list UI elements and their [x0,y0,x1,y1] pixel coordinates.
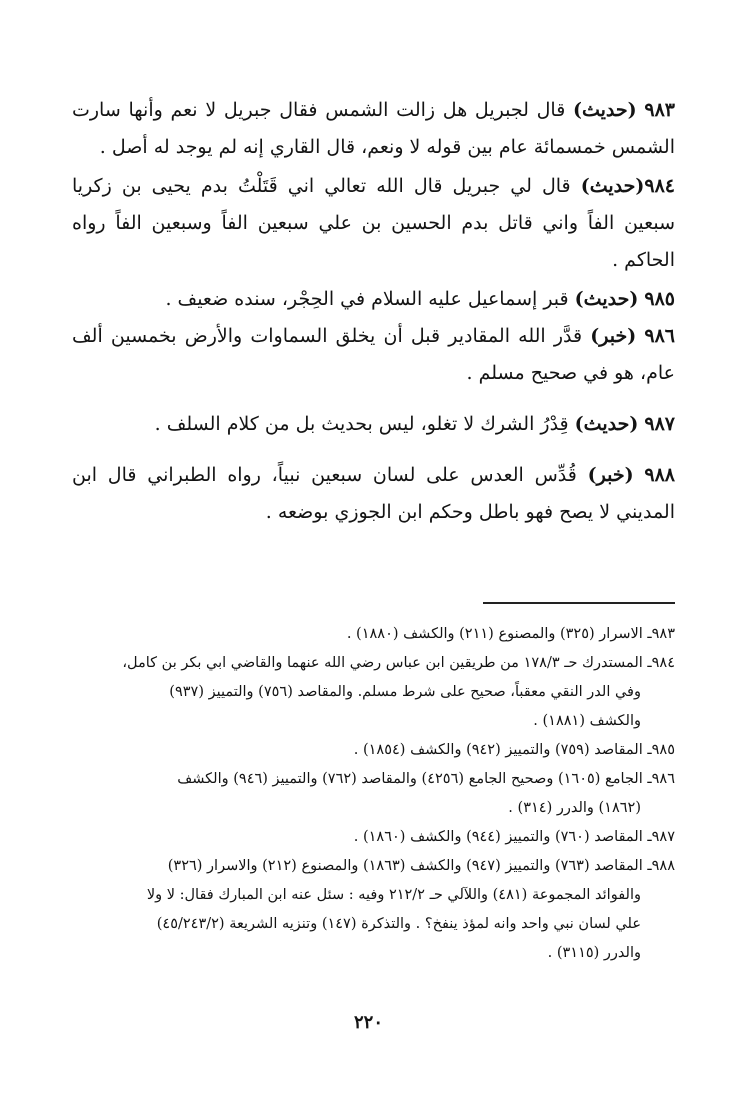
footnote-divider [483,602,675,604]
footnote-label: ٩٨٤ـ [647,655,675,671]
footnote-label: ٩٨٧ـ [647,829,675,845]
footnote-label: ٩٨٥ـ [647,742,675,758]
footnote-line: المقاصد (٧٦٣) والتمييز (٩٤٧) والكشف (١٨٦٣) والمصنوع (٢١٢) والاسرار (٣٢٦) [167,858,643,874]
entry-kind: (حديث) [573,99,637,121]
entry-988 [72,457,675,531]
footnote-line: الجامع (١٦٠٥) وصحيح الجامع (٤٢٥٦) والمقاصد (٧٦٢) والتمييز (٩٤٦) والكشف [177,771,643,787]
footnote-line: علي لسان نبي واحد وانه لمؤذ ينفخ؟ . والتذكرة (١٤٧) وتنزيه الشريعة (٤٥/٢٤٣/٢) [156,916,641,932]
entry-number: ٩٨٨ [644,464,675,486]
entry-text: قال لي جبريل قال الله تعالي اني قَتَلْتُ بدم يحيى بن زكريا سبعين الفاً واني قاتل بدم الحسين بن علي سبعين الفاً وسبعين الفاً رواه الحاكم . [72,175,675,271]
entry-number: ٩٨٧ [644,413,675,435]
footnote-label: ٩٨٣ـ [647,626,675,642]
footnote-983 [70,620,675,649]
entry-984 [72,168,675,279]
footnote-line: والفوائد المجموعة (٤٨١) واللآلي حـ ٢١٢/٢ وفيه : سئل عنه ابن المبارك فقال: لا ولا [146,887,641,903]
entry-text: قال لجبريل هل زالت الشمس فقال جبريل لا نعم وأنها سارت الشمس خمسمائة عام بين قوله لا ونعم، قال القاري إنه لم يوجد له أصل . [72,99,675,158]
footnote-line: والكشف (١٨٨١) . [533,713,641,729]
footnote-label: ٩٨٨ـ [647,858,675,874]
entry-kind: (حديث) [574,413,639,435]
entry-text: قبر إسماعيل عليه السلام في الحِجْر، سنده ضعيف . [165,288,575,310]
entry-kind: (خبر) [587,464,634,486]
footnote-987 [70,823,675,852]
entry-number: ٩٨٣ [644,99,676,121]
footnote-988 [70,852,675,968]
footnotes [70,620,675,968]
entry-987 [72,406,675,443]
entry-number: ٩٨٦ [644,325,675,347]
entry-text: قدَّر الله المقادير قبل أن يخلق السماوات والأرض بخمسين ألف عام، هو في صحيح مسلم . [72,325,675,384]
footnote-line: المقاصد (٧٥٩) والتمييز (٩٤٢) والكشف (١٨٥٤) . [353,742,643,758]
footnote-985 [70,736,675,765]
entry-number: ٩٨٥ [644,288,675,310]
entry-986 [72,318,675,392]
footnote-line: وفي الدر النقي معقباً، صحيح على شرط مسلم. والمقاصد (٧٥٦) والتمييز (٩٣٧) [169,684,641,700]
entry-985 [72,281,675,318]
page-number: ٢٢٠ [353,1012,383,1033]
footnote-line: المقاصد (٧٦٠) والتمييز (٩٤٤) والكشف (١٨٦٠) . [353,829,643,845]
footnote-label: ٩٨٦ـ [647,771,675,787]
footnote-986 [70,765,675,823]
entry-983 [72,92,675,166]
entry-kind: (خبر) [590,325,637,347]
footnote-984 [70,649,675,736]
footnote-line: المستدرك حـ ١٧٨/٣ من طريقين ابن عباس رضي الله عنهما والقاضي ابي بكر بن كامل، [122,655,643,671]
footnote-line: (١٨٦٢) والدرر (٣١٤) . [508,800,641,816]
entry-number: ٩٨٤ [644,175,675,197]
footnote-line: والدرر (٣١١٥) . [547,945,641,961]
entry-text: قِدْرُ الشرك لا تغلو، ليس بحديث بل من كلام السلف . [154,413,575,435]
footnote-line: الاسرار (٣٢٥) والمصنوع (٢١١) والكشف (١٨٨٠) . [346,626,643,642]
entry-kind: (حديث) [580,175,645,197]
main-text [72,92,675,531]
entry-kind: (حديث) [574,288,639,310]
entry-text: قُدِّس العدس على لسان سبعين نبياً، رواه الطبراني قال ابن المديني لا يصح فهو باطل وحكم ابن الجوزي بوضعه . [72,464,675,523]
